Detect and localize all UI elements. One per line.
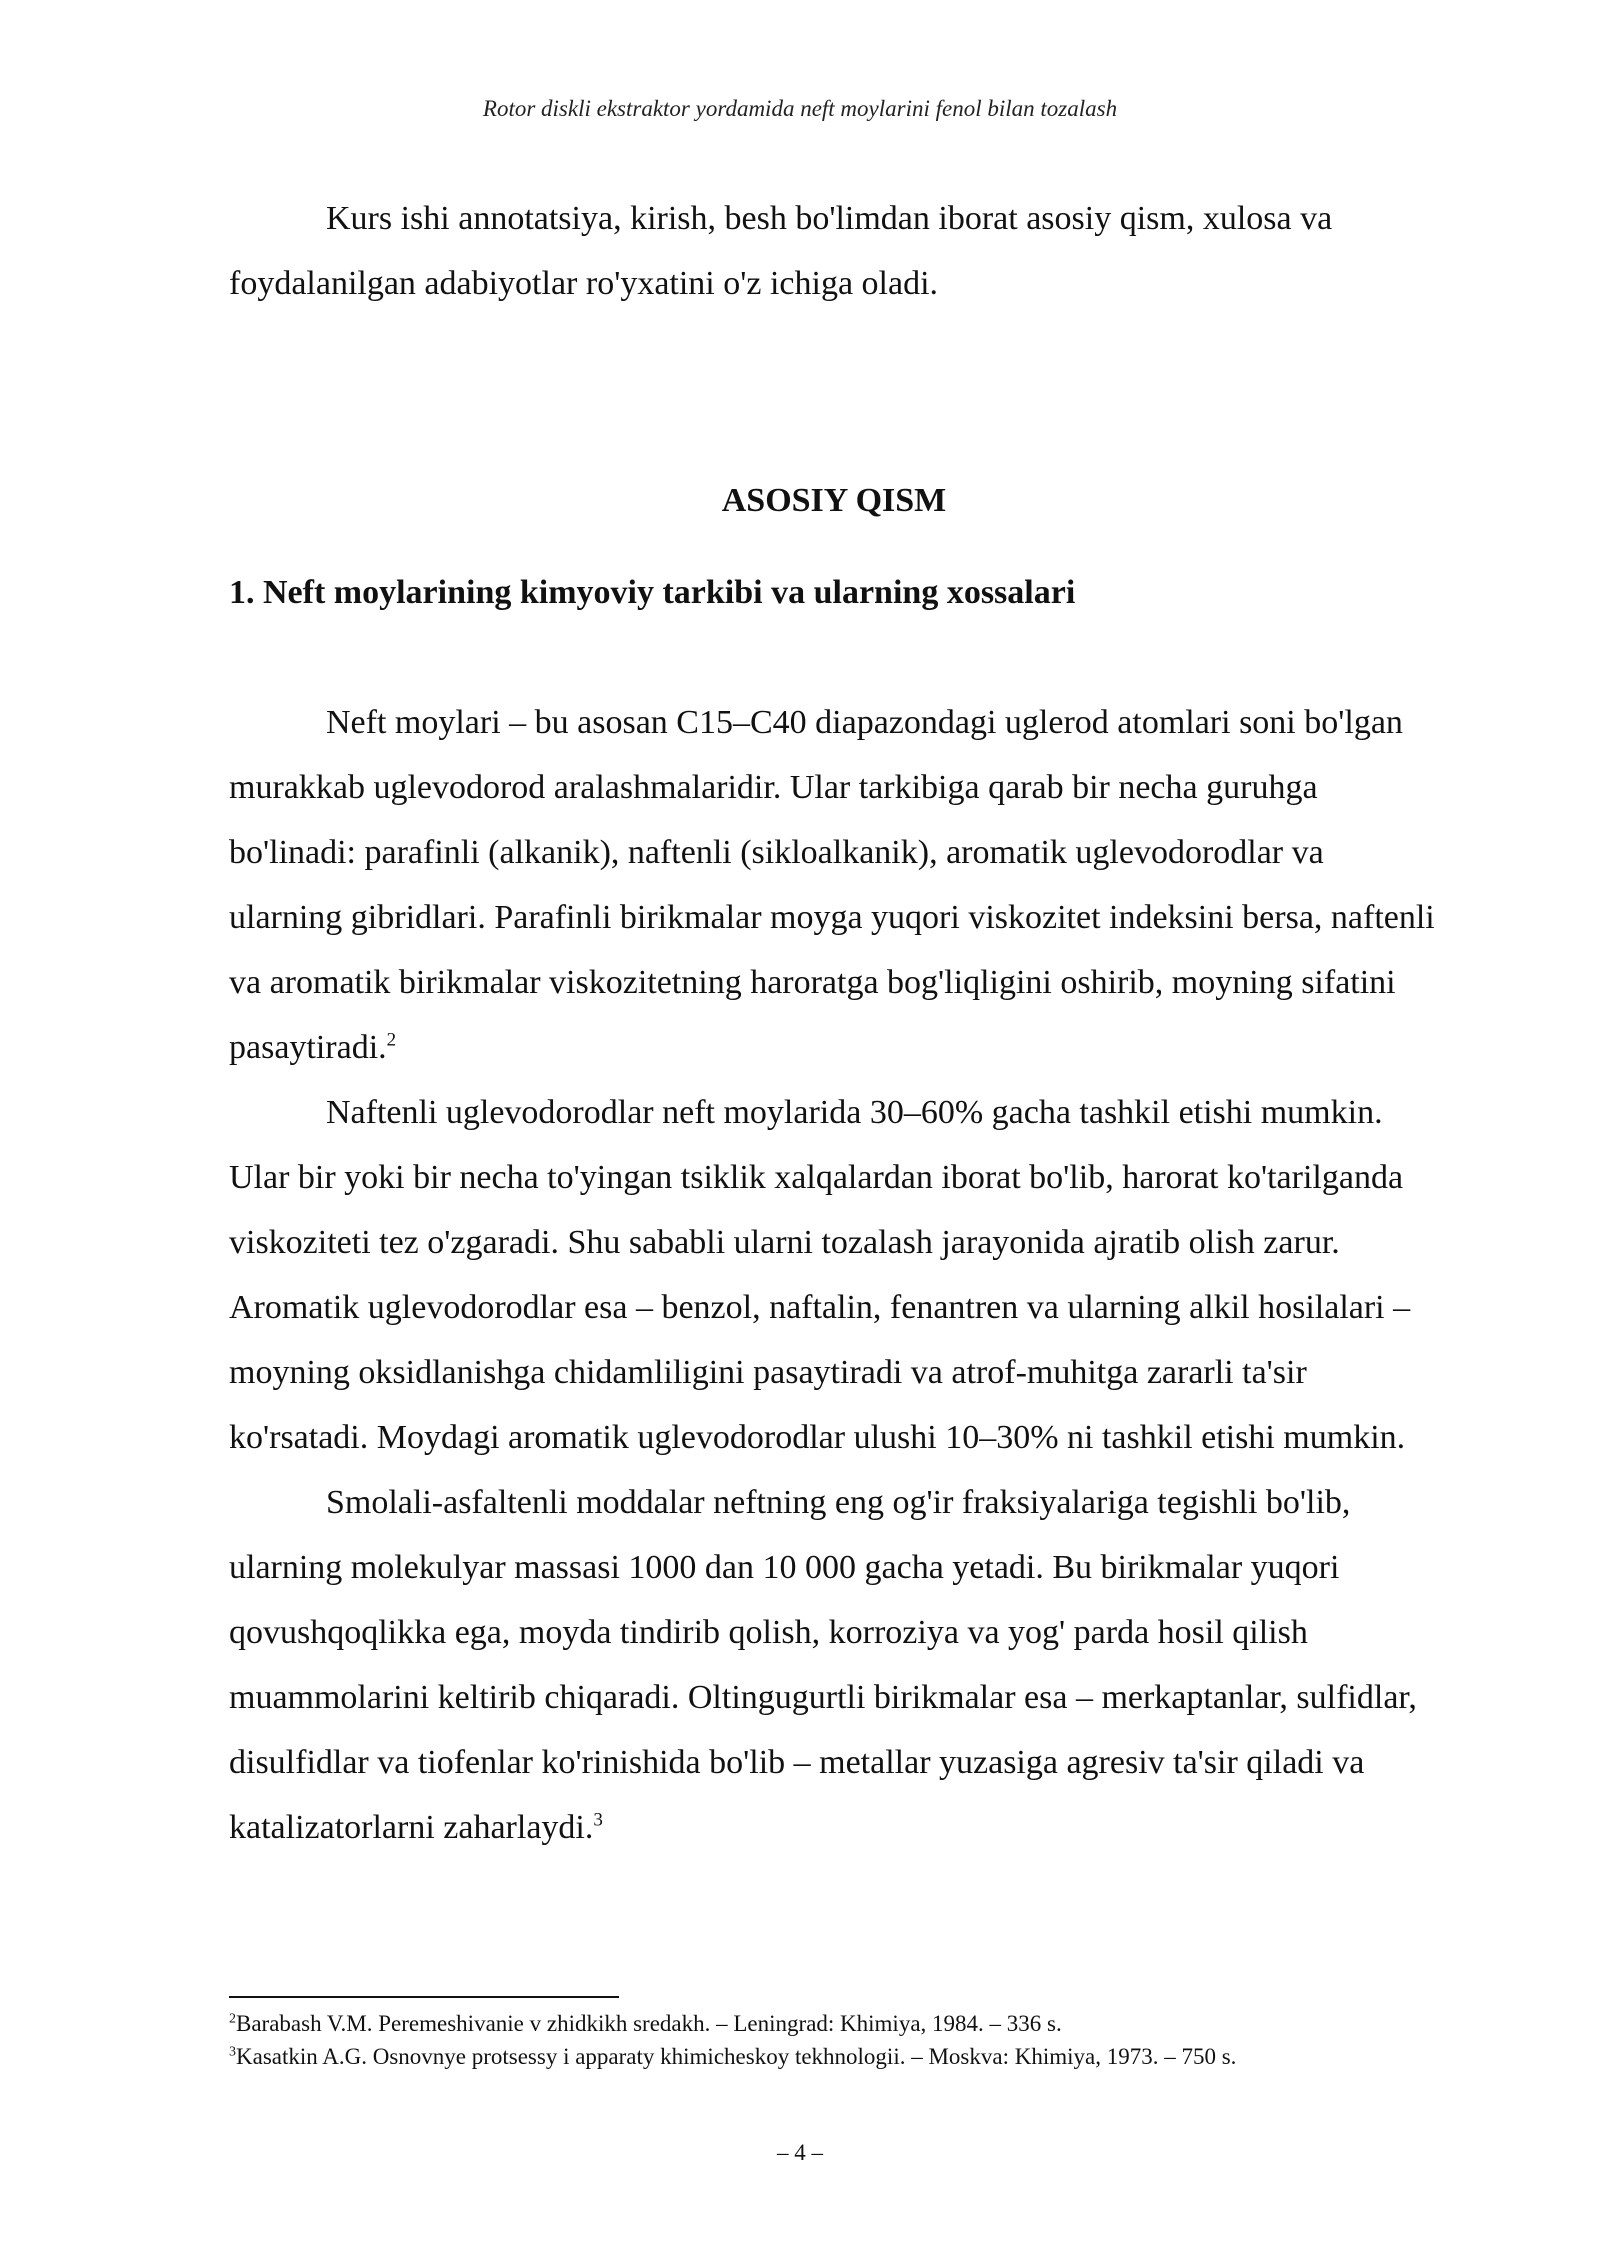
- footnote-reference[interactable]: 2: [386, 1029, 397, 1051]
- paragraph-resin-asphaltene: [229, 1470, 1439, 1860]
- subsection-title: 1. Neft moylarining kimyoviy tarkibi va ularning xossalari: [229, 574, 1076, 611]
- page-number: – 4 –: [777, 2140, 823, 2165]
- paragraph-naphthenic-aromatic: Naftenli uglevodorodlar neft moylarida 30–60% gacha tashkil etishi mumkin. Ular bir yoki bir necha to'yingan tsiklik xalqalardan iborat bo'lib, harorat ko'tarilganda viskoziteti tez o'zgaradi. Shu sababli ularni tozalash jarayonida ajratib olish zarur. Aromatik uglevodorodlar esa – benzol, naftalin, fenantren va ularning alkil hosilalari – moyning oksidlanishga chidamliligini pasaytiradi va atrof-muhitga zararli ta'sir ko'rsatadi. Moydagi aromatik uglevodorodlar ulushi 10–30% ni tashkil etishi mumkin.: [229, 1094, 1411, 1456]
- paragraph-chemical-composition: [229, 690, 1439, 1080]
- footnotes: [229, 2007, 1439, 2073]
- running-header: Rotor diskli ekstraktor yordamida neft moylarini fenol bilan tozalash: [482, 96, 1118, 121]
- footnote-item: [229, 2007, 1439, 2040]
- footnote-item: [229, 2040, 1439, 2073]
- footnote-separator: [229, 1996, 619, 1998]
- footnote-number: 2: [229, 2011, 236, 2027]
- page-body: [229, 186, 1439, 1860]
- section-title: ASOSIY QISM: [721, 482, 947, 519]
- footnote-reference[interactable]: 3: [593, 1809, 603, 1831]
- paragraph-text: Smolali-asfaltenli moddalar neftning eng og'ir fraksiyalariga tegishli bo'lib, ularning molekulyar massasi 1000 dan 10 000 gacha yetadi. Bu birikmalar yuqori qovushqoqlikka ega, moyda tindirib qolish, korroziya va yog' parda hosil qilish muammolarini keltirib chiqaradi. Oltingugurtli birikmalar esa – merkaptanlar, sulfidlar, disulfidlar va tiofenlar ko'rinishida bo'lib – metallar yuzasiga agresiv ta'sir qiladi va katalizatorlarni zaharlaydi.: [229, 1484, 1417, 1846]
- footnote-text: Kasatkin A.G. Osnovnye protsessy i apparaty khimicheskoy tekhnologii. – Moskva: Khimiya, 1973. – 750 s.: [236, 2044, 1237, 2069]
- footnote-number: 3: [229, 2044, 236, 2060]
- footnote-text: Barabash V.M. Peremeshivanie v zhidkikh sredakh. – Leningrad: Khimiya, 1984. – 336 s.: [236, 2011, 1062, 2036]
- paragraph-text: Neft moylari – bu asosan C15–C40 diapazondagi uglerod atomlari soni bo'lgan murakkab uglevodorod aralashmalaridir. Ular tarkibiga qarab bir necha guruhga bo'linadi: parafinli (alkanik), naftenli (sikloalkanik), aromatik uglevodorodlar va ularning gibridlari. Parafinli birikmalar moyga yuqori viskozitet indeksini bersa, naftenli va aromatik birikmalar viskozitetning haroratga bog'liqligini oshirib, moyning sifatini pasaytiradi.: [229, 704, 1435, 1066]
- intro-paragraph: Kurs ishi annotatsiya, kirish, besh bo'limdan iborat asosiy qism, xulosa va foydalanilgan adabiyotlar ro'yxatini o'z ichiga oladi.: [229, 200, 1333, 302]
